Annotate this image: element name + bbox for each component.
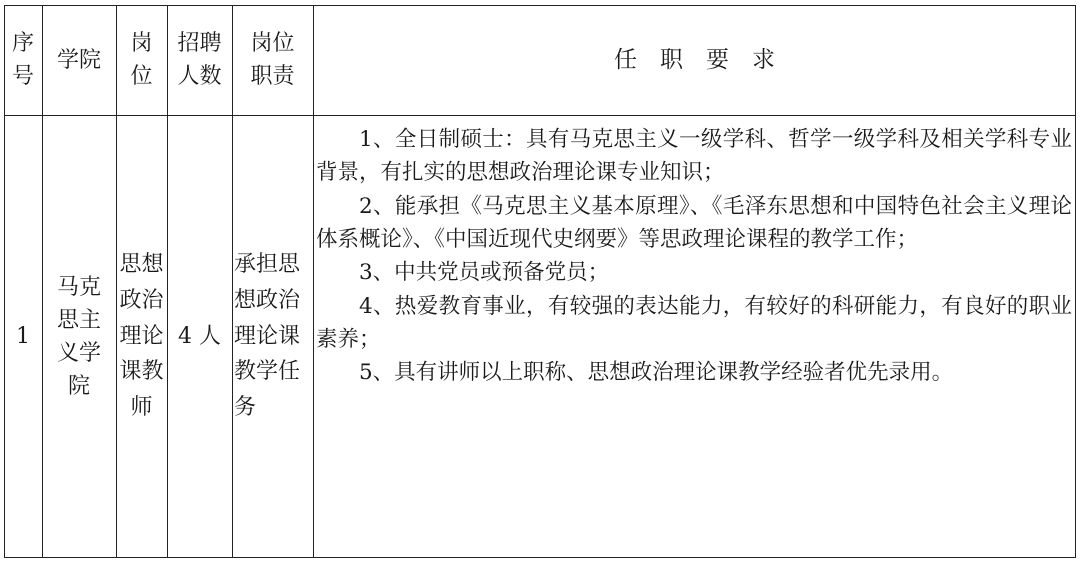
header-position	[116, 5, 167, 115]
header-count-line: 人数	[177, 64, 222, 89]
header-position-line: 岗	[130, 31, 153, 56]
row-duty-line: 想政治	[234, 287, 301, 313]
row-position	[116, 115, 167, 558]
row-college-line: 院	[67, 373, 90, 399]
requirement-item: 2、能承担《马克思主义基本原理》、《毛泽东思想和中国特色社会主义理论体系概论》、《中国近现代史纲要》等思政理论课程的教学工作；	[316, 193, 1072, 252]
row-college-line: 马克	[56, 274, 101, 300]
header-index	[4, 5, 42, 115]
row-college-line: 义学	[56, 340, 101, 366]
requirement-item: 5、具有讲师以上职称、思想政治理论课教学经验者优先录用。	[359, 360, 954, 386]
row-duty-line: 务	[234, 395, 257, 421]
header-college-line: 学院	[56, 47, 101, 73]
row-count-value: 4 人	[178, 324, 221, 349]
row-position-line: 思想	[119, 251, 164, 277]
recruitment-table	[4, 5, 1076, 558]
row-position-line: 政治	[119, 287, 164, 313]
header-count	[167, 5, 232, 115]
row-index	[4, 115, 42, 558]
row-duty-line: 教学任	[234, 359, 301, 385]
row-duty-line: 承担思	[234, 251, 301, 277]
row-position-line: 师	[130, 395, 153, 421]
header-requirements-label: 任 职 要 求	[614, 46, 775, 73]
row-college	[42, 115, 116, 558]
header-index-line: 序	[11, 31, 34, 56]
header-position-line: 位	[130, 64, 153, 89]
requirement-item: 4、热爱教育事业，有较强的表达能力，有较好的科研能力，有良好的职业素养；	[316, 293, 1072, 352]
header-duty	[232, 5, 313, 115]
requirement-item: 1、全日制硕士：具有马克思主义一级学科、哲学一级学科及相关学科专业背景，有扎实的思想政治理论课专业知识；	[316, 127, 1072, 186]
row-requirements	[316, 123, 1072, 390]
requirement-item: 3、中共党员或预备党员；	[359, 260, 610, 286]
header-duty-line: 岗位	[250, 31, 295, 56]
row-duty-line: 理论课	[234, 323, 301, 349]
header-index-line: 号	[11, 64, 34, 89]
header-duty-line: 职责	[250, 64, 295, 89]
header-requirements	[313, 5, 1076, 115]
header-college	[42, 5, 116, 115]
row-position-line: 理论	[119, 323, 164, 349]
row-duty	[232, 115, 313, 558]
row-position-line: 课教	[119, 359, 164, 385]
row-count	[167, 115, 232, 558]
row-college-line: 思主	[56, 307, 101, 333]
row-index-value: 1	[16, 324, 30, 349]
header-count-line: 招聘	[177, 31, 222, 56]
